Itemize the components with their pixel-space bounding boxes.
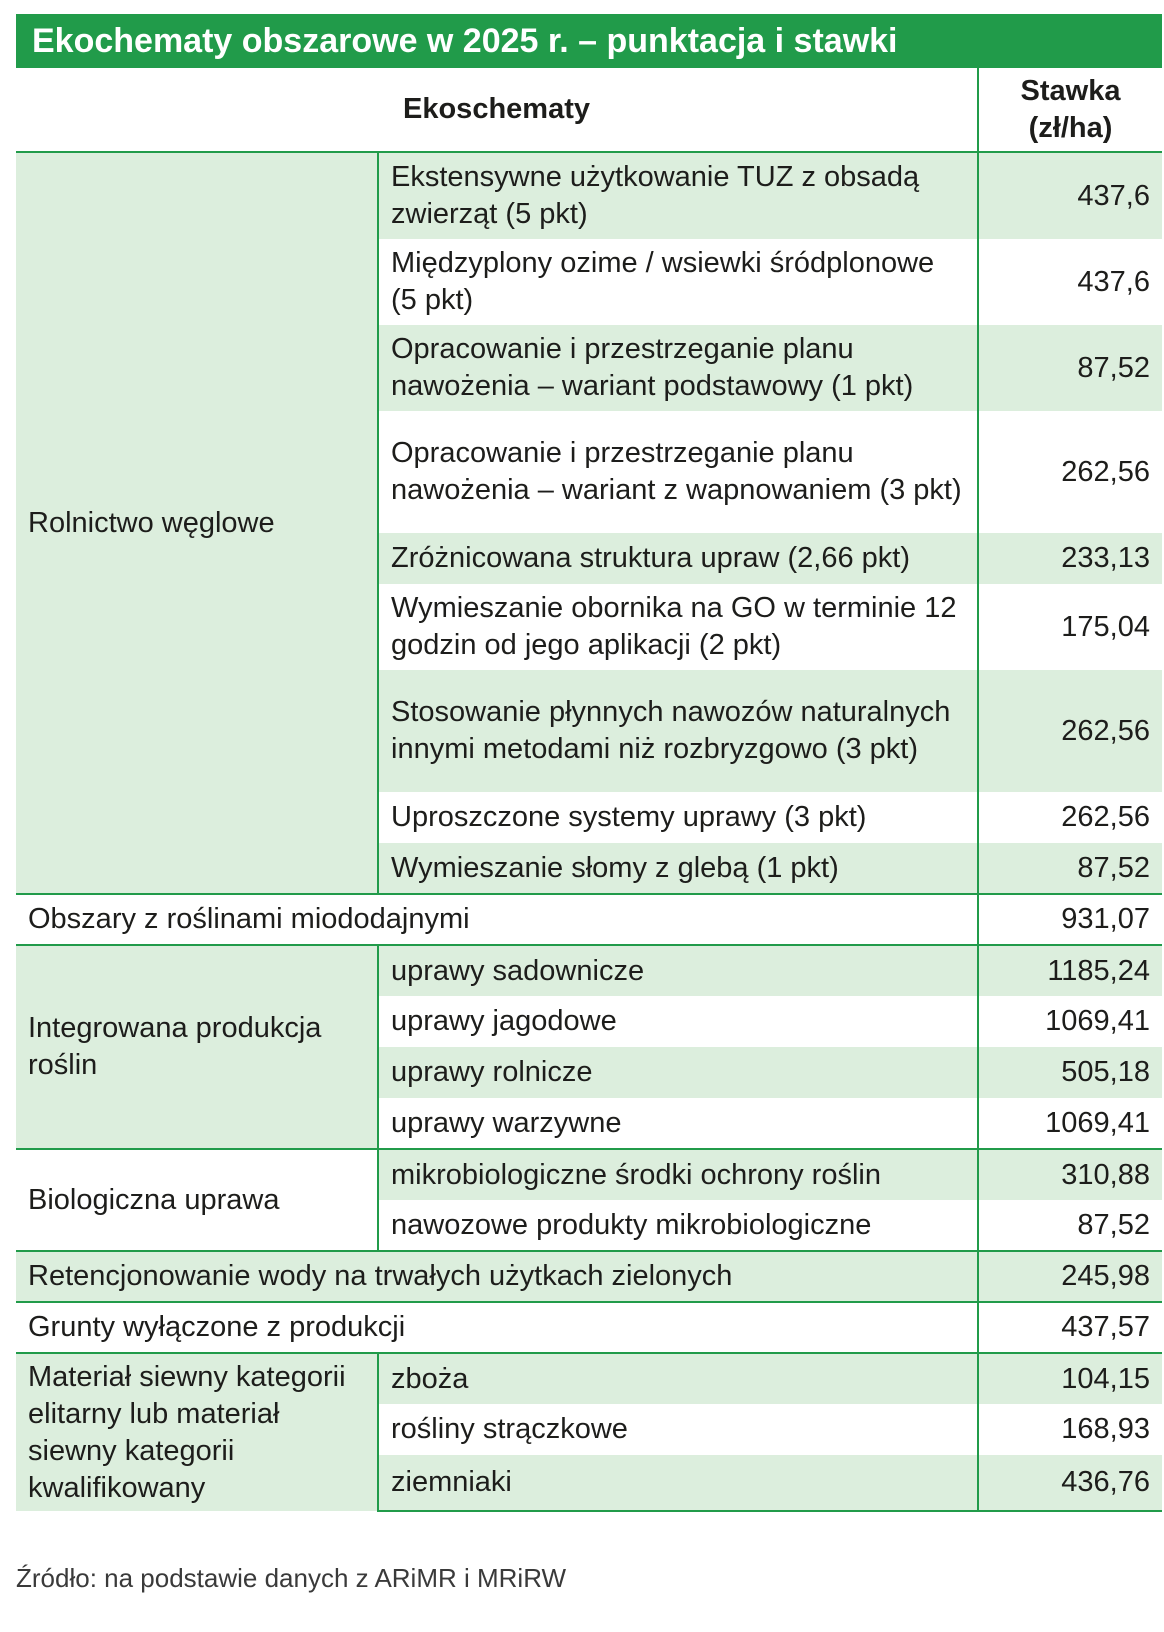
table-cell-label: Opracowanie i przestrzeganie planu nawożenia – wariant z wapnowaniem (3 pkt) — [378, 411, 978, 533]
table-cell-value: 1069,41 — [978, 1098, 1162, 1149]
source-note: Źródło: na podstawie danych z ARiMR i MRiRW — [16, 1563, 567, 1593]
table-cell-value: 104,15 — [978, 1353, 1162, 1404]
table-cell-value: 437,57 — [978, 1302, 1162, 1353]
table-cell-label: Wymieszanie obornika na GO w terminie 12 godzin od jego aplikacji (2 pkt) — [378, 584, 978, 670]
table-cell-value: 437,6 — [978, 152, 1162, 239]
table-cell-value: 262,56 — [978, 411, 1162, 533]
table-cell-value: 1069,41 — [978, 996, 1162, 1047]
table-cell-label: zboża — [378, 1353, 978, 1404]
table-cell-value: 87,52 — [978, 1200, 1162, 1251]
header-ecoschemes: Ekoschematy — [16, 68, 978, 152]
table-cell-value: 175,04 — [978, 584, 1162, 670]
table-cell-label: uprawy warzywne — [378, 1098, 978, 1149]
table-cell-value: 1185,24 — [978, 945, 1162, 996]
header-rate-line2: (zł/ha) — [1028, 111, 1113, 144]
table-cell-value: 87,52 — [978, 325, 1162, 411]
group-integrated-production: Integrowana produkcja roślin — [16, 945, 378, 1149]
group-water-retention: Retencjonowanie wody na trwałych użytkach zielonych — [16, 1251, 978, 1302]
table-cell-label: uprawy jagodowe — [378, 996, 978, 1047]
table-cell-value: 310,88 — [978, 1149, 1162, 1200]
table-cell-label: Wymieszanie słomy z glebą (1 pkt) — [378, 843, 978, 894]
table-cell-label: Międzyplony ozime / wsiewki śródplonowe (5 pkt) — [378, 239, 978, 325]
table-cell-label: mikrobiologiczne środki ochrony roślin — [378, 1149, 978, 1200]
table-cell-label: nawozowe produkty mikrobiologiczne — [378, 1200, 978, 1251]
table-title: Ekochematy obszarowe w 2025 r. – punktacja i stawki — [16, 14, 1162, 68]
table-cell-label: Stosowanie płynnych nawozów naturalnych innymi metodami niż rozbryzgowo (3 pkt) — [378, 670, 978, 792]
table-cell-value: 931,07 — [978, 894, 1162, 945]
table-cell-value: 436,76 — [978, 1455, 1162, 1511]
table-cell-value: 168,93 — [978, 1404, 1162, 1455]
table-cell-label: Zróżnicowana struktura upraw (2,66 pkt) — [378, 533, 978, 584]
table-cell-value: 437,6 — [978, 239, 1162, 325]
table-cell-label: Ekstensywne użytkowanie TUZ z obsadą zwierząt (5 pkt) — [378, 152, 978, 239]
table-cell-label: Opracowanie i przestrzeganie planu nawożenia – wariant podstawowy (1 pkt) — [378, 325, 978, 411]
table-cell-label: ziemniaki — [378, 1455, 978, 1511]
header-rate-line1: Stawka — [1020, 74, 1121, 107]
header-rate — [978, 68, 1162, 152]
table-cell-label: rośliny strączkowe — [378, 1404, 978, 1455]
table-cell-value: 245,98 — [978, 1251, 1162, 1302]
group-honey-plants: Obszary z roślinami miododajnymi — [16, 894, 978, 945]
group-biological-cultivation: Biologiczna uprawa — [16, 1149, 378, 1251]
table-cell-label: uprawy rolnicze — [378, 1047, 978, 1098]
table-cell-label: uprawy sadownicze — [378, 945, 978, 996]
ecoschemes-table — [16, 68, 1162, 1512]
group-excluded-land: Grunty wyłączone z produkcji — [16, 1302, 978, 1353]
table-cell-value: 262,56 — [978, 670, 1162, 792]
table-cell-value: 505,18 — [978, 1047, 1162, 1098]
table-cell-value: 233,13 — [978, 533, 1162, 584]
group-seed-material: Materiał siewny kategorii elitarny lub materiał siewny kategorii kwalifikowany — [16, 1353, 378, 1511]
group-carbon-farming: Rolnictwo węglowe — [16, 152, 378, 894]
table-cell-label: Uproszczone systemy uprawy (3 pkt) — [378, 792, 978, 843]
table-cell-value: 87,52 — [978, 843, 1162, 894]
table-cell-value: 262,56 — [978, 792, 1162, 843]
